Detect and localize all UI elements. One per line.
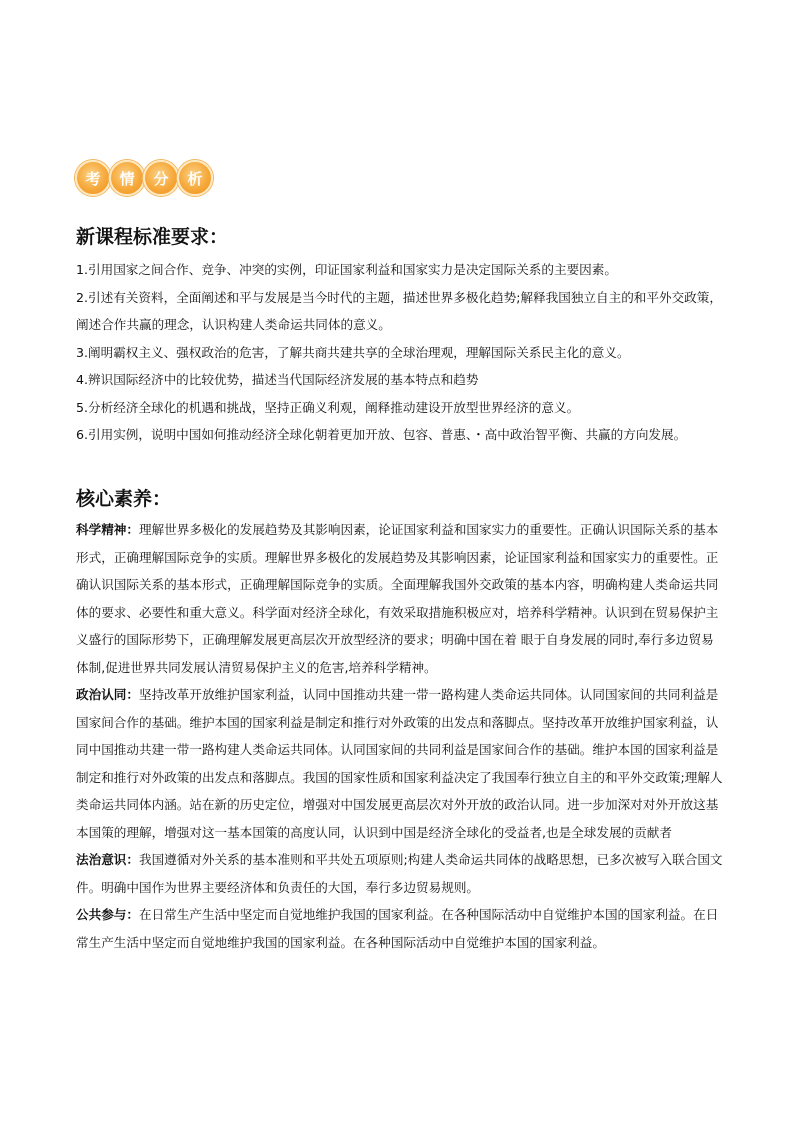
literacy-label: 科学精神： bbox=[76, 522, 139, 537]
literacy-label: 法治意识： bbox=[76, 852, 139, 867]
curriculum-item: 5.分析经济全球化的机遇和挑战，坚持正确义利观，阐释推动建设开放型世界经济的意义。 bbox=[76, 399, 580, 415]
literacy-text: 理解世界多极化的发展趋势及其影响因素，论证国家利益和国家实力的重要性。正确认识国际关系的基本形式，正确理解国际竞争的实质。理解世界多极化的发展趋势及其影响因素，论证国家利益和国家实力的重要性。正确认识国际关系的基本形式，正确理解国际竞争的实质。全面理解我国外交政策的基本内容，明确构建人类命运共同体的要求、必要性和重大意义。科学面对经济全球化，有效采取措施积极应对，培养科学精神。认识到在贸易保护主义盛行的国际形势下，正确理解发展更高层次开放型经济的要求；明确中国在着 眼于自身发展的同时,奉行多边贸易体制,促进世界共同发展认清贸易保护主义的危害,培养科学精神。 bbox=[76, 522, 719, 675]
literacy-item bbox=[76, 681, 726, 846]
curriculum-list bbox=[76, 256, 726, 449]
badge-char: 考 bbox=[75, 160, 111, 196]
badge-char: 分 bbox=[143, 160, 179, 196]
badge-char: 情 bbox=[109, 160, 145, 196]
curriculum-item: 2.引述有关资料，全面阐述和平与发展是当今时代的主题，描述世界多极化趋势;解释我国独立自主的和平外交政策，阐述合作共赢的理念，认识构建人类命运共同体的意义。 bbox=[76, 289, 722, 332]
literacy-item bbox=[76, 516, 726, 681]
literacy-item bbox=[76, 846, 726, 901]
literacy-label: 公共参与： bbox=[76, 907, 139, 922]
curriculum-item: 4.辨识国际经济中的比较优势，描述当代国际经济发展的基本特点和趋势 bbox=[76, 372, 479, 387]
literacy-text: 我国遵循对外关系的基本准则和平共处五项原则;构建人类命运共同体的战略思想，已多次被写入联合国文件。明确中国作为世界主要经济体和负责任的大国，奉行多边贸易规则。 bbox=[76, 852, 723, 895]
curriculum-item: 3.阐明霸权主义、强权政治的危害，了解共商共建共享的全球治理观，理解国际关系民主化的意义。 bbox=[76, 344, 630, 360]
literacy-item bbox=[76, 901, 726, 956]
curriculum-item: 1.引用国家之间合作、竞争、冲突的实例，印证国家利益和国家实力是决定国际关系的主要因素。 bbox=[76, 262, 617, 277]
badge-char: 析 bbox=[177, 160, 213, 196]
core-literacy-heading: 核心素养： bbox=[76, 488, 172, 510]
core-literacy-list bbox=[76, 516, 726, 956]
literacy-text: 在日常生产生活中坚定而自觉地维护我国的国家利益。在各种国际活动中自觉维护本国的国家利益。在日常生产生活中坚定而自觉地维护我国的国家利益。在各种国际活动中自觉维护本国的国家利益。 bbox=[76, 907, 719, 950]
curriculum-heading: 新课程标准要求： bbox=[76, 226, 229, 248]
curriculum-item: 6.引用实例，说明中国如何推动经济全球化朝着更加开放、包容、普惠、・高中政治智平衡、共赢的方向发展。 bbox=[76, 427, 687, 442]
section-badge bbox=[75, 160, 211, 196]
literacy-label: 政治认同： bbox=[76, 687, 139, 702]
literacy-text: 坚持改革开放维护国家利益，认同中国推动共建一带一路构建人类命运共同体。认同国家间的共同利益是国家间合作的基础。维护本国的国家利益是制定和推行对外政策的出发点和落脚点。坚持改革开放维护国家利益，认同中国推动共建一带一路构建人类命运共同体。认同国家间的共同利益是国家间合作的基础。维护本国的国家利益是制定和推行对外政策的出发点和落脚点。我国的国家性质和国家利益决定了我国奉行独立自主的和平外交政策;理解人类命运共同体内涵。站在新的历史定位，增强对中国发展更高层次对外开放的政治认同。进一步加深对对外开放这基本国策的理解，增强对这一基本国策的高度认同，认识到中国是经济全球化的受益者,也是全球发展的贡献者 bbox=[76, 687, 723, 840]
